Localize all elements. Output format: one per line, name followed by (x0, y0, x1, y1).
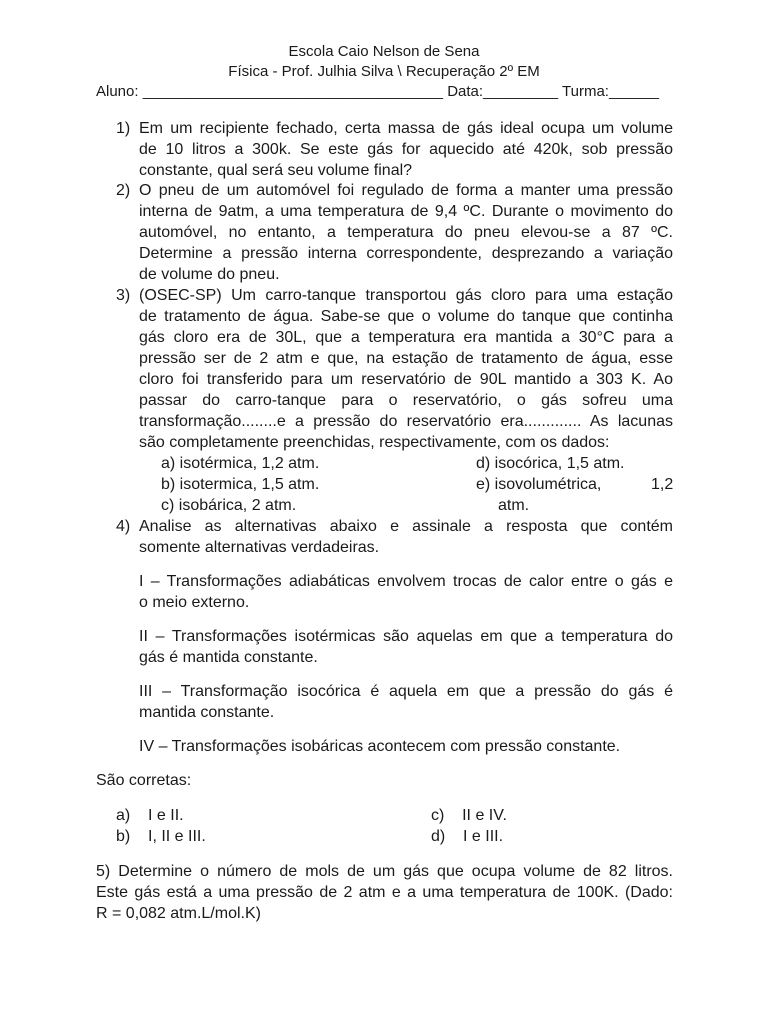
statement-iii (139, 681, 673, 723)
question-3-option-e-unit: atm. (498, 497, 530, 514)
question-3-option-d: d) isocórica, 1,5 atm. (476, 455, 625, 472)
question-1-text (139, 118, 673, 181)
question-3-line: (OSEC-SP) Um carro-tanque transportou gás cloro para uma estação (139, 287, 673, 304)
question-4-option-d: d) I e III. (431, 828, 504, 845)
question-3-option-a: a) isotérmica, 1,2 atm. (161, 455, 320, 472)
question-3-line: de tratamento de água. Sabe-se que o volume do tanque que continha (139, 308, 673, 325)
statement-ii (139, 626, 673, 668)
question-4-option-a: a) I e II. (116, 807, 184, 824)
statement-i (139, 571, 673, 613)
question-3-option-b: b) isotermica, 1,5 atm. (161, 476, 320, 493)
question-2-line: automóvel, no entanto, a temperatura do pneu elevou-se a 87 ºC. (139, 224, 673, 241)
question-2-line: O pneu de um automóvel foi regulado de forma a manter uma pressão (139, 182, 673, 199)
question-4-line: somente alternativas verdadeiras. (139, 539, 380, 556)
question-1-line: Em um recipiente fechado, certa massa de gás ideal ocupa um volume (139, 120, 673, 137)
student-info-line: Aluno: ____________________________________ Data:_________ Turma:______ (96, 83, 660, 100)
question-4-option-b: b) I, II e III. (116, 828, 206, 845)
question-3-option-e: e) isovolumétrica, (476, 476, 602, 493)
correct-label: São corretas: (96, 772, 192, 789)
question-3-line: gás cloro era de 30L, que a temperatura era mantida a 30°C para a (139, 329, 673, 346)
statement-line: gás é mantida constante. (139, 649, 318, 666)
question-3-number: 3) (116, 287, 131, 304)
question-5-line: 5) Determine o número de mols de um gás que ocupa volume de 82 litros. (96, 863, 673, 880)
question-5-line: R = 0,082 atm.L/mol.K) (96, 905, 261, 922)
question-3-line: transformação........e a pressão do reservatório era............. As lacunas (139, 413, 673, 430)
question-2-line: Determine a pressão interna correspondente, desprezando a variação (139, 245, 673, 262)
question-1-number: 1) (116, 120, 131, 137)
question-2-line: interna de 9atm, a uma temperatura de 9,4 ºC. Durante o movimento do (139, 203, 673, 220)
question-1-line: constante, qual será seu volume final? (139, 162, 413, 179)
question-3-line: passar do carro-tanque para o reservatório, o gás sofreu uma (139, 392, 673, 409)
statement-line: II – Transformações isotérmicas são aquelas em que a temperatura do (139, 628, 673, 645)
question-3-line: são completamente preenchidas, respectivamente, com os dados: (139, 434, 610, 451)
question-2-text (139, 180, 673, 285)
question-3-line: cloro foi transferido para um reservatório de 90L mantido a 303 K. Ao (139, 371, 673, 388)
question-3-line: pressão ser de 2 atm e que, na estação de tratamento de água, esse (139, 350, 673, 367)
statement-line: mantida constante. (139, 704, 275, 721)
statement-line: III – Transformação isocórica é aquela em que a pressão do gás é (139, 683, 673, 700)
statement-line: IV – Transformações isobáricas acontecem com pressão constante. (139, 738, 621, 755)
question-2-number: 2) (116, 182, 131, 199)
statement-line: o meio externo. (139, 594, 250, 611)
question-5-line: Este gás está a uma pressão de 2 atm e a uma temperatura de 100K. (Dado: (96, 884, 673, 901)
question-4-line: Analise as alternativas abaixo e assinale a resposta que contém (139, 518, 673, 535)
question-3-option-e-value: 1,2 (651, 476, 674, 493)
subject-line: Física - Prof. Julhia Silva \ Recuperação 2º EM (228, 63, 540, 80)
statement-iv (139, 736, 673, 757)
question-4-number: 4) (116, 518, 131, 535)
question-4-text (139, 516, 673, 558)
question-1-line: de 10 litros a 300k. Se este gás for aquecido até 420k, sob pressão (139, 141, 673, 158)
question-4-option-c: c) II e IV. (431, 807, 507, 824)
school-name: Escola Caio Nelson de Sena (288, 43, 480, 60)
question-3-option-c: c) isobárica, 2 atm. (161, 497, 297, 514)
question-5 (96, 861, 673, 924)
statement-line: I – Transformações adiabáticas envolvem trocas de calor entre o gás e (139, 573, 673, 590)
question-3-text (139, 285, 673, 453)
question-2-line: de volume do pneu. (139, 266, 280, 283)
